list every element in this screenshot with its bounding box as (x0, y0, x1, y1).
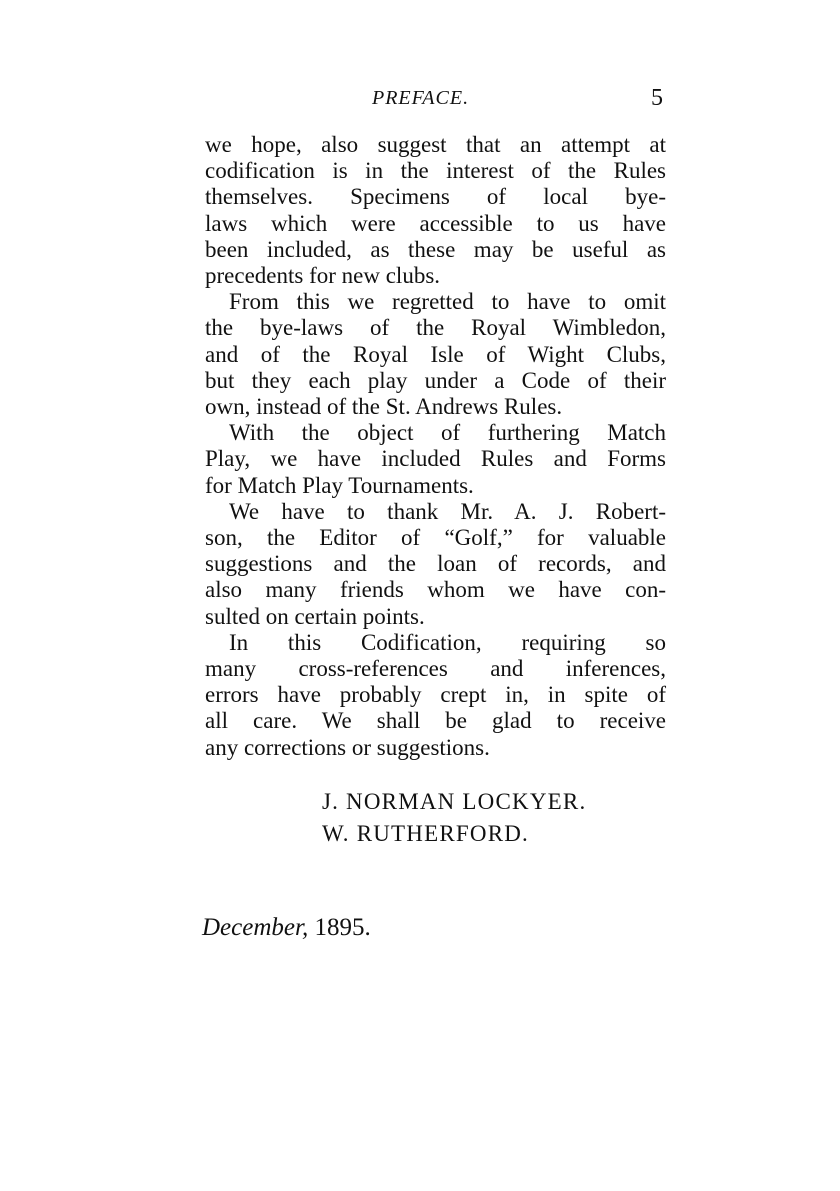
text-line: From this we regretted to have to omit (229, 289, 666, 315)
dateline (202, 912, 371, 944)
text-line: for Match Play Tournaments. (205, 472, 474, 498)
text-line: laws which were accessible to us have (205, 210, 666, 236)
text-line: and of the Royal Isle of Wight Clubs, (205, 341, 666, 367)
text-line: sulted on certain points. (205, 603, 425, 629)
text-line: son, the Editor of “Golf,” for valuable (205, 525, 666, 551)
text-line: We have to thank Mr. A. J. Robert- (229, 498, 666, 524)
text-line: codification is in the interest of the Rules (205, 158, 666, 184)
text-line: own, instead of the St. Andrews Rules. (205, 394, 563, 420)
text-line: errors have probably crept in, in spite of (205, 682, 666, 708)
running-title: PREFACE. (372, 87, 470, 109)
text-line: Play, we have included Rules and Forms (205, 446, 666, 472)
text-line: suggestions and the loan of records, and (205, 551, 666, 577)
text-line: themselves. Specimens of local bye- (205, 184, 666, 210)
text-line: any corrections or suggestions. (205, 734, 490, 760)
text-line: all care. We shall be glad to receive (205, 708, 666, 734)
signature-block (322, 786, 586, 850)
text-line: but they each play under a Code of their (205, 367, 666, 393)
author-signature: W. RUTHERFORD. (322, 821, 529, 846)
author-signature: J. NORMAN LOCKYER. (322, 789, 587, 814)
text-line: With the object of furthering Match (229, 420, 666, 446)
date-month: December, (202, 914, 309, 941)
text-line: many cross-references and inferences, (205, 656, 666, 682)
text-line: precedents for new clubs. (205, 263, 441, 289)
date-year: 1895. (314, 914, 371, 941)
text-line: also many friends whom we have con- (205, 577, 666, 603)
text-line: In this Codification, requiring so (229, 629, 666, 655)
page-number: 5 (651, 85, 663, 111)
text-line: the bye-laws of the Royal Wimbledon, (205, 315, 666, 341)
preface-body (205, 132, 666, 761)
text-line: been included, as these may be useful as (205, 236, 666, 262)
text-line: we hope, also suggest that an attempt at (205, 132, 666, 157)
